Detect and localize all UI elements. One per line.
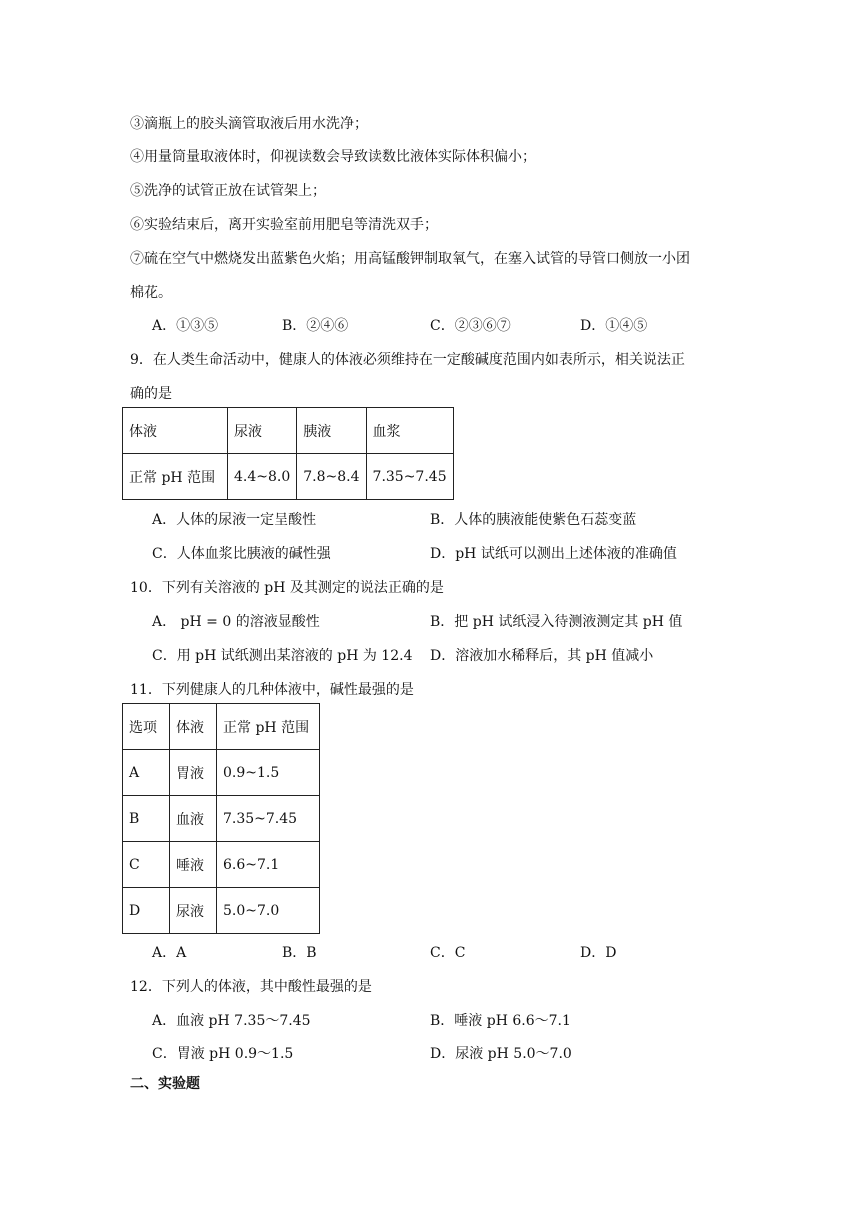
q9-table-header-cell: 胰液 (297, 408, 366, 454)
intro-line: ⑦硫在空气中燃烧发出蓝紫色火焰；用高锰酸钾制取氧气，在塞入试管的导管口侧放一小团 (130, 251, 690, 267)
q8-option-b: B．②④⑥ (282, 318, 349, 334)
q11-stem: 11．下列健康人的几种体液中，碱性最强的是 (130, 682, 414, 698)
q11-table-cell: 0.9~1.5 (217, 750, 320, 796)
q12-option-c: C．胃液 pH 0.9～1.5 (152, 1046, 294, 1062)
q10-option-b: B．把 pH 试纸浸入待测液测定其 pH 值 (430, 614, 683, 630)
q8-option-a: A．①③⑤ (152, 318, 219, 334)
q11-table-cell: 胃液 (170, 750, 217, 796)
q11-table-cell: 7.35~7.45 (217, 796, 320, 842)
intro-line: ⑥实验结束后，离开实验室前用肥皂等清洗双手； (130, 217, 438, 233)
q9-stem: 9．在人类生命活动中，健康人的体液必须维持在一定酸碱度范围内如表所示，相关说法正 (130, 352, 685, 368)
q9-table-header-cell: 血浆 (366, 408, 453, 454)
q10-option-d: D．溶液加水稀释后，其 pH 值减小 (430, 648, 654, 664)
q10-option-c: C．用 pH 试纸测出某溶液的 pH 为 12.4 (152, 648, 413, 664)
q9-option-b: B．人体的胰液能使紫色石蕊变蓝 (430, 512, 637, 528)
intro-line: 棉花。 (130, 285, 172, 301)
intro-line: ⑤洗净的试管正放在试管架上； (130, 183, 326, 199)
q12-option-a: A．血液 pH 7.35～7.45 (152, 1013, 311, 1029)
q11-table-header-cell: 正常 pH 范围 (217, 704, 320, 750)
q9-table-cell: 7.8~8.4 (297, 454, 366, 500)
intro-line: ④用量筒量取液体时，仰视读数会导致读数比液体实际体积偏小； (130, 149, 536, 165)
q12-option-b: B．唾液 pH 6.6～7.1 (430, 1013, 571, 1029)
q11-table-cell: B (123, 796, 170, 842)
q11-table-cell: A (123, 750, 170, 796)
q8-option-c: C．②③⑥⑦ (430, 318, 511, 334)
q11-table-header-cell: 体液 (170, 704, 217, 750)
q10-stem: 10．下列有关溶液的 pH 及其测定的说法正确的是 (130, 580, 444, 596)
q9-stem: 确的是 (130, 386, 172, 402)
q11-table-header-cell: 选项 (123, 704, 170, 750)
q9-table-cell: 7.35~7.45 (366, 454, 453, 500)
q9-table-cell: 正常 pH 范围 (123, 454, 228, 500)
section-title: 二、实验题 (130, 1076, 200, 1092)
q12-option-d: D．尿液 pH 5.0～7.0 (430, 1046, 572, 1062)
q11-option-a: A．A (152, 945, 187, 961)
q12-stem: 12．下列人的体液，其中酸性最强的是 (130, 979, 372, 995)
q9-table-header-cell: 尿液 (228, 408, 297, 454)
q11-table-cell: 5.0~7.0 (217, 888, 320, 934)
q9-option-d: D．pH 试纸可以测出上述体液的准确值 (430, 546, 677, 562)
q10-option-a: A． pH = 0 的溶液显酸性 (152, 614, 320, 630)
q11-table-cell: C (123, 842, 170, 888)
q9-table (122, 407, 454, 500)
q9-option-a: A．人体的尿液一定呈酸性 (152, 512, 317, 528)
q8-option-d: D．①④⑤ (580, 318, 648, 334)
q11-option-b: B．B (282, 945, 317, 961)
q9-table-header-cell: 体液 (123, 408, 228, 454)
q11-table (122, 703, 320, 934)
q11-option-d: D．D (580, 945, 617, 961)
q11-table-cell: 尿液 (170, 888, 217, 934)
q11-table-cell: 6.6~7.1 (217, 842, 320, 888)
q11-table-cell: 唾液 (170, 842, 217, 888)
q11-option-c: C．C (430, 945, 466, 961)
q9-option-c: C．人体血浆比胰液的碱性强 (152, 546, 331, 562)
q11-table-cell: 血液 (170, 796, 217, 842)
q11-table-cell: D (123, 888, 170, 934)
intro-line: ③滴瓶上的胶头滴管取液后用水洗净； (130, 116, 368, 132)
q9-table-cell: 4.4~8.0 (228, 454, 297, 500)
